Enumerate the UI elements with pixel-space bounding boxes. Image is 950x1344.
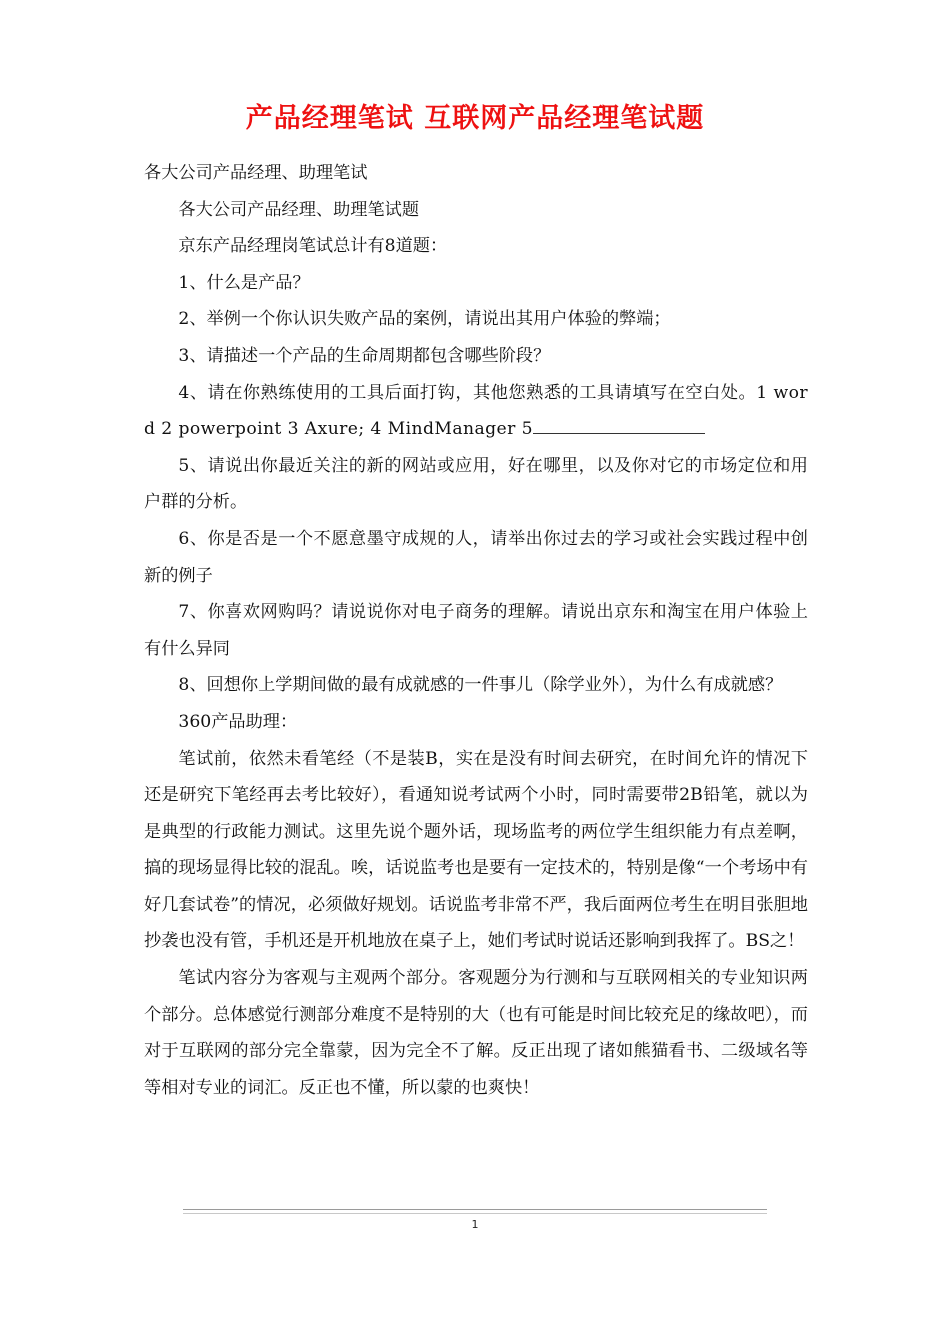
paragraph-360-experience: 笔试前，依然未看笔经（不是装B，实在是没有时间去研究，在时间允许的情况下还是研究下笔经再去考比较好），看通知说考试两个小时，同时需要带2B铅笔，就以为是典型的行政能力测试。这里先说个题外话，现场监考的两位学生组织能力有点差啊，搞的现场显得比较的混乱。唉，话说监考也是要有一定技术的，特别是像“一个考场中有好几套试卷”的情况，必须做好规划。话说监考非常不严，我后面两位考生在明目张胆地抄袭也没有管，手机还是开机地放在桌子上，她们考试时说话还影响到我挥了。BS之！	[144, 748, 808, 952]
footer-divider	[183, 1209, 767, 1214]
page-number: 1	[471, 1218, 479, 1231]
paragraph-360-heading: 360产品助理：	[178, 711, 298, 732]
question-4-text: 4、请在你熟练使用的工具后面打钩，其他您熟悉的工具请填写在空白处。1 word 2 powerpoint 3 Axure; 4 MindManager 5	[144, 382, 808, 440]
paragraph-intro: 各大公司产品经理、助理笔试	[144, 163, 368, 183]
question-8: 8、回想你上学期间做的最有成就感的一件事儿（除学业外），为什么有成就感？	[178, 675, 783, 696]
question-7: 7、你喜欢网购吗？请说说你对电子商务的理解。请说出京东和淘宝在用户体验上有什么异同	[144, 602, 808, 659]
paragraph-jd-heading: 京东产品经理岗笔试总计有8道题：	[178, 236, 448, 257]
paragraph-subtitle: 各大公司产品经理、助理笔试题	[178, 199, 420, 220]
document-title: 产品经理笔试 互联网产品经理笔试题	[245, 103, 705, 134]
question-5: 5、请说出你最近关注的新的网站或应用，好在哪里，以及你对它的市场定位和用户群的分析。	[144, 455, 808, 513]
question-2: 2、举例一个你认识失败产品的案例，请说出其用户体验的弊端；	[178, 309, 671, 330]
question-1: 1、什么是产品？	[178, 272, 310, 293]
question-3: 3、请描述一个产品的生命周期都包含哪些阶段？	[178, 345, 551, 366]
question-6: 6、你是否是一个不愿意墨守成规的人，请举出你过去的学习或社会实践过程中创新的例子	[144, 528, 808, 586]
question-4	[144, 375, 808, 448]
fill-in-blank-line	[533, 419, 705, 434]
document-body	[144, 155, 808, 1106]
paragraph-360-content: 笔试内容分为客观与主观两个部分。客观题分为行测和与互联网相关的专业知识两个部分。总体感觉行测部分难度不是特别的大（也有可能是时间比较充足的缘故吧），而对于互联网的部分完全靠蒙，因为完全不了解。反正出现了诸如熊猫看书、二级域名等等相对专业的词汇。反正也不懂，所以蒙的也爽快！	[144, 968, 808, 1098]
